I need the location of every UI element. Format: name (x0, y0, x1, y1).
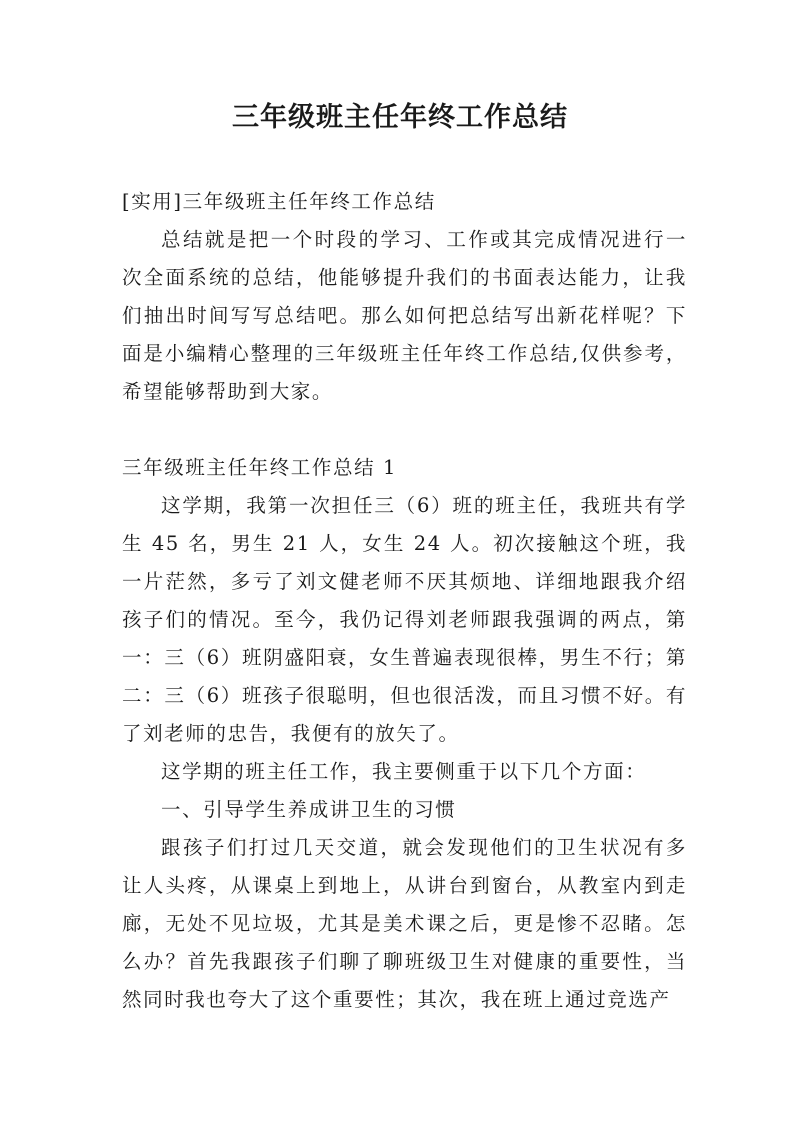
body-paragraph: 这学期，我第一次担任三（6）班的班主任，我班共有学生 45 名，男生 21 人，女生 24 人。初次接触这个班，我一片茫然，多亏了刘文健老师不厌其烦地、详细地跟我介绍孩子们的情况。至今，我仍记得刘老师跟我强调的两点，第一：三（6）班阴盛阳衰，女生普遍表现很棒，男生不行；第二：三（6）班孩子很聪明，但也很活泼，而且习惯不好。有了刘老师的忠告，我便有的放矢了。 (122, 494, 687, 745)
document-title: 三年级班主任年终工作总结 (232, 102, 568, 133)
body-paragraph: 这学期的班主任工作，我主要侧重于以下几个方面： (161, 760, 647, 783)
document-body (122, 183, 687, 1019)
document-subtitle: [实用]三年级班主任年终工作总结 (122, 190, 436, 213)
section-heading: 三年级班主任年终工作总结 1 (122, 456, 398, 479)
subsection-heading: 一、引导学生养成讲卫生的习惯 (161, 798, 457, 821)
body-paragraph: 跟孩子们打过几天交道，就会发现他们的卫生状况有多让人头疼，从课桌上到地上，从讲台到窗台，从教室内到走廊，无处不见垃圾，尤其是美术课之后，更是惨不忍睹。怎么办？首先我跟孩子们聊了聊班级卫生对健康的重要性，当然同时我也夸大了这个重要性；其次，我在班上通过竞选产 (122, 836, 687, 1011)
intro-paragraph: 总结就是把一个时段的学习、工作或其完成情况进行一次全面系统的总结，他能够提升我们的书面表达能力，让我们抽出时间写写总结吧。那么如何把总结写出新花样呢？下面是小编精心整理的三年级班主任年终工作总结,仅供参考，希望能够帮助到大家。 (122, 228, 687, 403)
section-spacer (122, 411, 687, 449)
